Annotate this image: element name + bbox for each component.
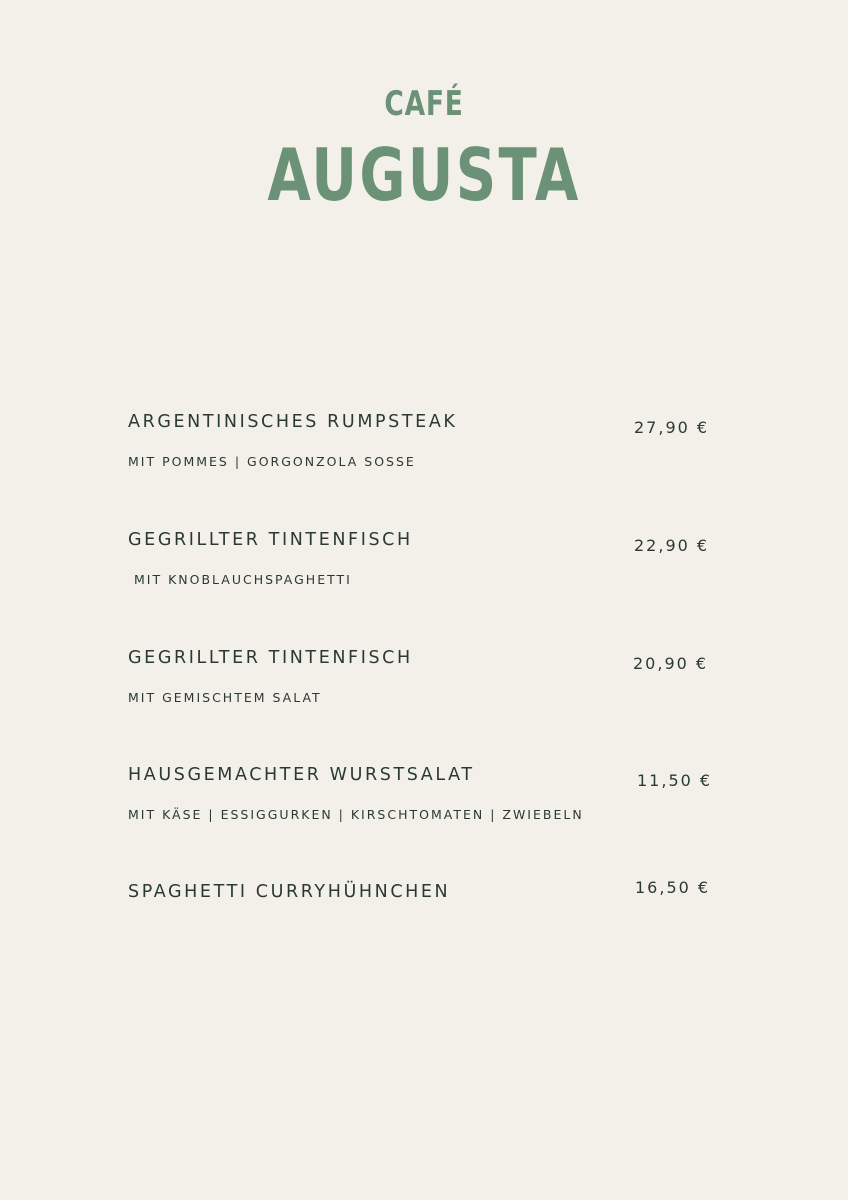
menu-item-description: MIT KNOBLAUCHSPAGHETTI <box>134 572 352 587</box>
menu-item-name: GEGRILLTER TINTENFISCH <box>128 530 413 550</box>
menu-item-name: HAUSGEMACHTER WURSTSALAT <box>128 765 475 785</box>
cafe-name-title: AUGUSTA <box>267 133 581 217</box>
menu-item-price: 22,90 € <box>634 536 710 555</box>
menu-item-price: 11,50 € <box>637 771 713 790</box>
menu-item-name: ARGENTINISCHES RUMPSTEAK <box>128 412 458 432</box>
menu-item-name: SPAGHETTI CURRYHÜHNCHEN <box>128 882 451 902</box>
menu-item-name: GEGRILLTER TINTENFISCH <box>128 648 413 668</box>
menu-item-description: MIT GEMISCHTEM SALAT <box>128 690 322 705</box>
menu-item <box>128 878 728 962</box>
cafe-subtitle: CAFÉ <box>384 84 464 124</box>
menu-item <box>128 412 728 492</box>
menu-item <box>128 648 728 728</box>
menu-item <box>128 530 728 610</box>
menu-item-description: MIT KÄSE | ESSIGGURKEN | KIRSCHTOMATEN | ZWIEBELN <box>128 807 584 822</box>
menu-item-price: 16,50 € <box>635 878 711 897</box>
menu-item-price: 20,90 € <box>633 654 709 673</box>
menu-item-description: MIT POMMES | GORGONZOLA SOSSE <box>128 454 416 469</box>
menu-item-price: 27,90 € <box>634 418 710 437</box>
menu-item <box>128 765 728 845</box>
